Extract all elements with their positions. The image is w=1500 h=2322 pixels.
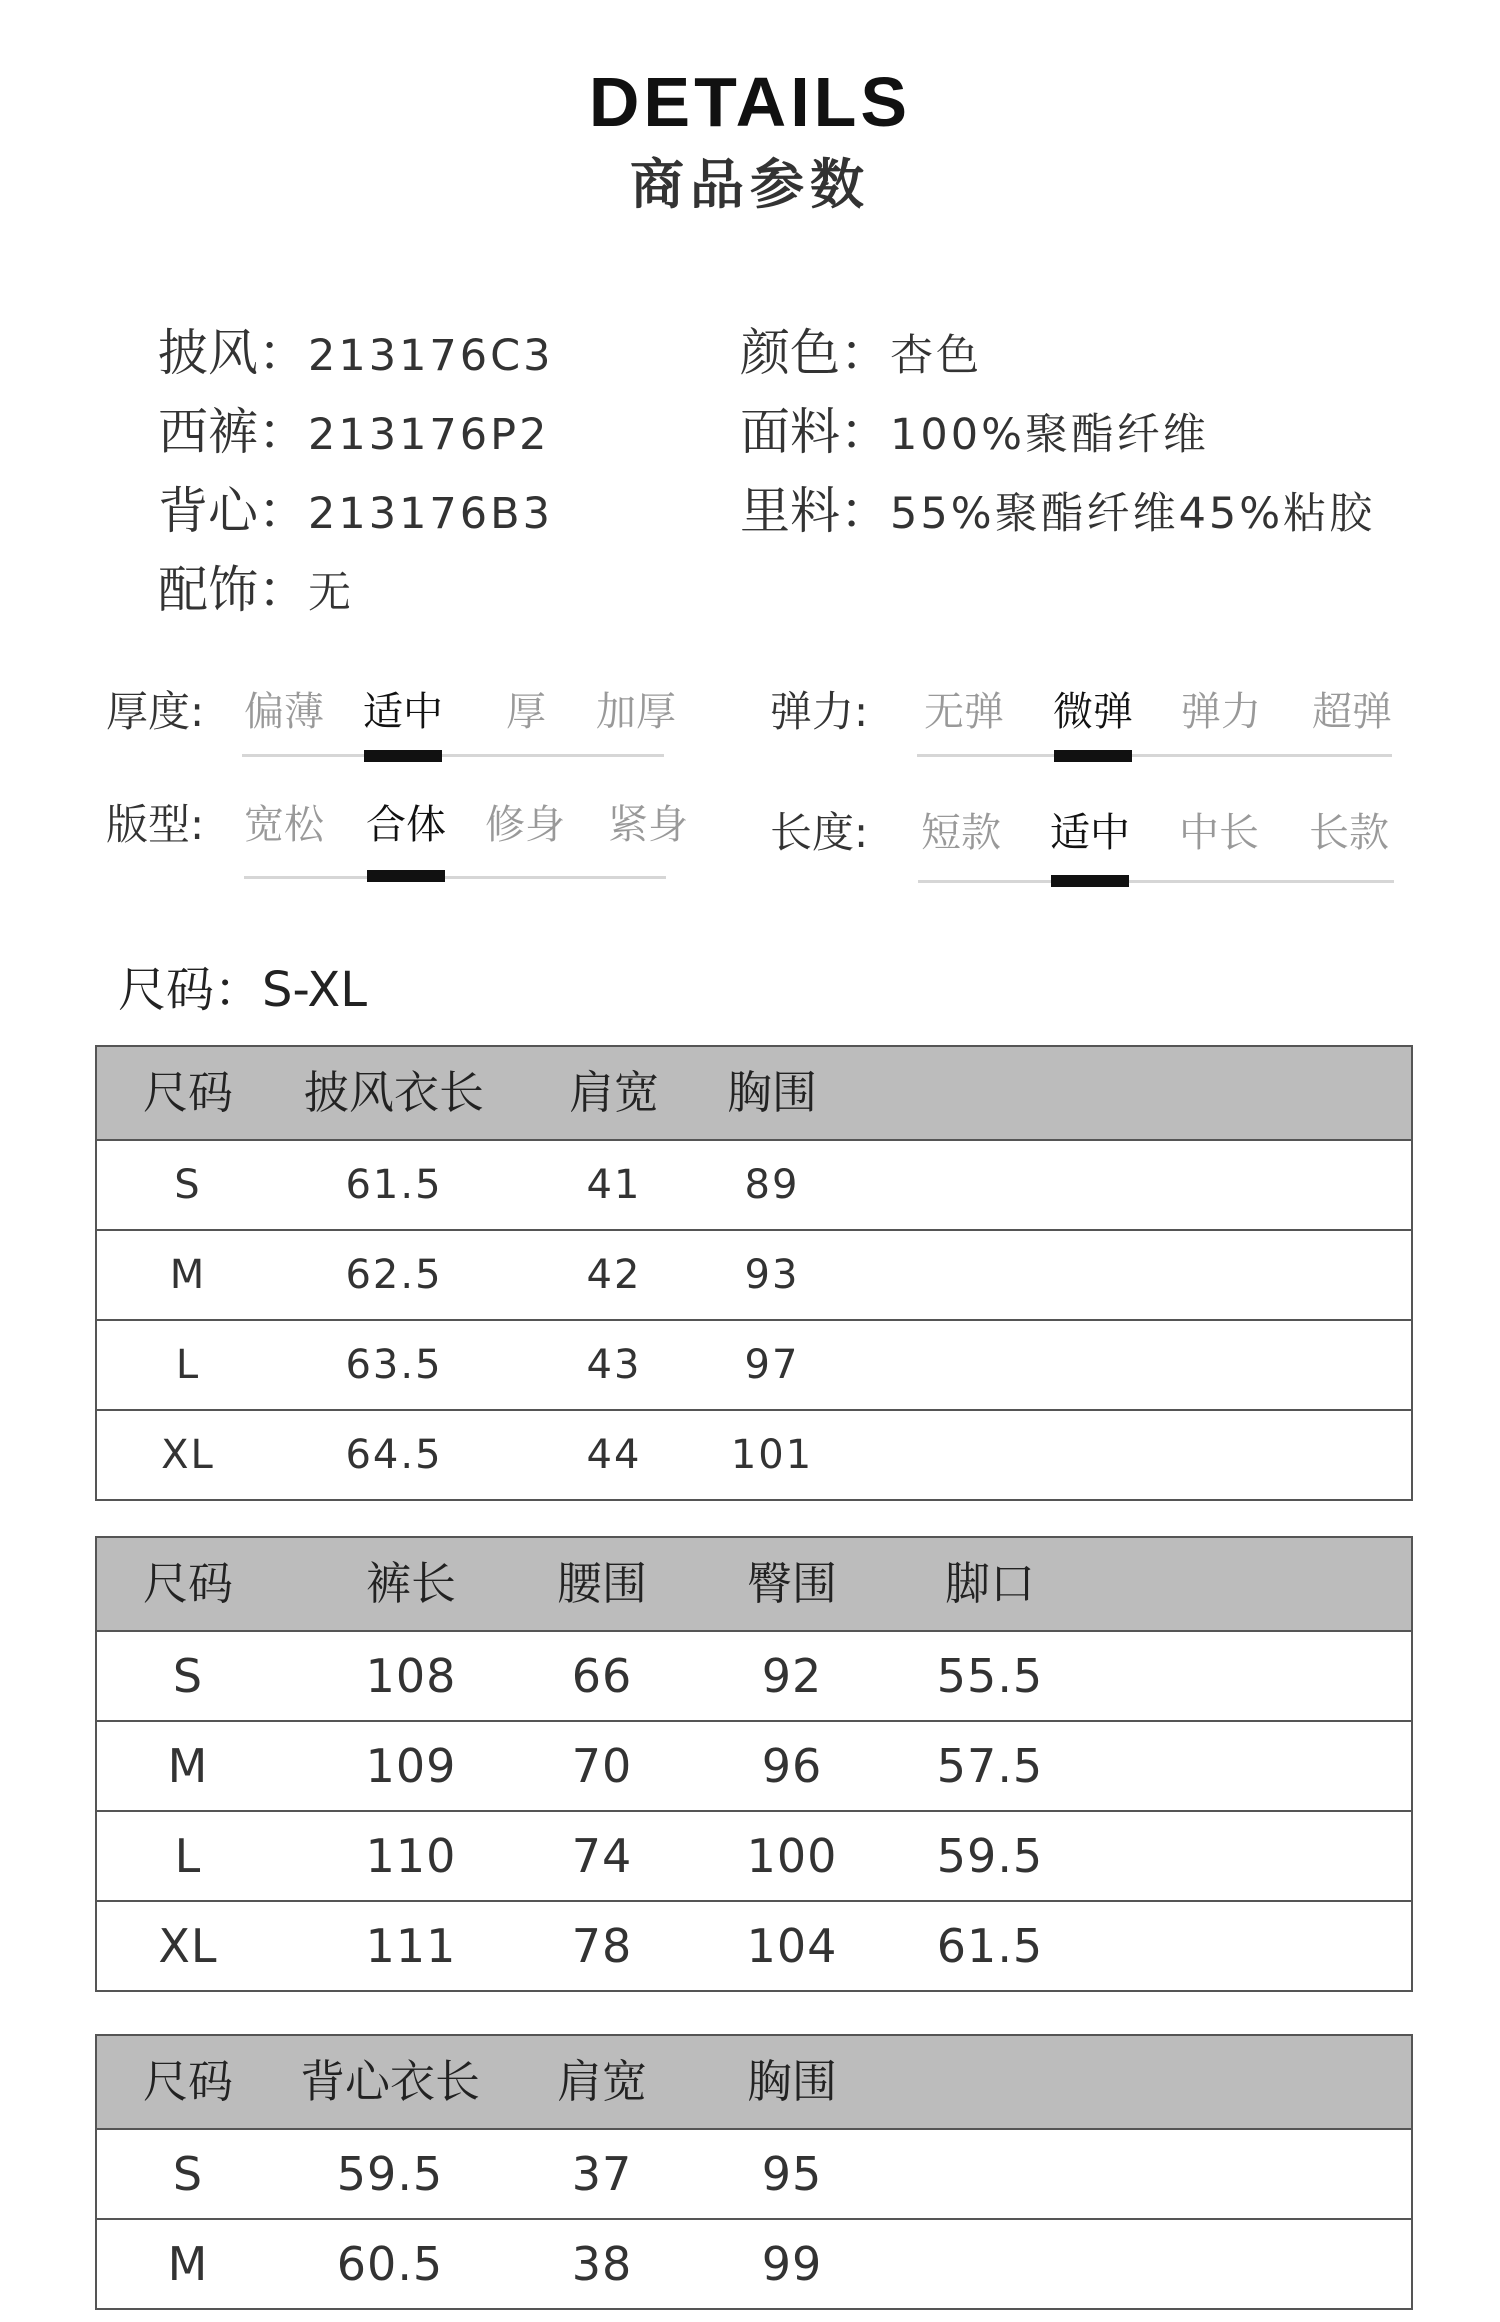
table-cell: S xyxy=(172,2147,204,2201)
table-cell: S xyxy=(174,1162,202,1208)
column-header: 肩宽 xyxy=(556,2055,647,2108)
table-cell: S xyxy=(172,1649,204,1703)
table-cell: M xyxy=(167,2237,209,2291)
table-cell: 61.5 xyxy=(936,1919,1044,1973)
table-row xyxy=(97,1141,1411,1231)
size-range-label: 尺码：S-XL xyxy=(118,962,368,1018)
table-cell: 63.5 xyxy=(345,1342,443,1388)
scale-option: 厚 xyxy=(506,689,546,735)
column-header: 胸围 xyxy=(746,2055,837,2108)
table-cell: XL xyxy=(161,1432,215,1478)
table-cell: 44 xyxy=(586,1432,642,1478)
info-value: 杏色 xyxy=(890,331,982,381)
scale-track xyxy=(244,876,666,879)
info-item-cape xyxy=(158,318,554,388)
table-cell: 42 xyxy=(586,1252,642,1298)
scale-track xyxy=(917,754,1392,757)
table-header xyxy=(97,2036,1411,2130)
info-value: 55%聚酯纤维45%粘胶 xyxy=(890,489,1376,539)
table-cell: 38 xyxy=(571,2237,633,2291)
table-cell: 59.5 xyxy=(936,1829,1044,1883)
table-cell: 55.5 xyxy=(936,1649,1044,1703)
scale-option: 中长 xyxy=(1179,810,1259,856)
table-cell: 96 xyxy=(761,1739,823,1793)
info-item-vest xyxy=(158,476,553,546)
table-cell: 89 xyxy=(744,1162,800,1208)
scale-option: 短款 xyxy=(921,810,1001,856)
trousers-size-table xyxy=(95,1536,1413,1992)
info-label: 颜色： xyxy=(740,324,890,382)
attribute-label: 长度: xyxy=(770,808,869,857)
table-cell: 101 xyxy=(730,1432,814,1478)
table-cell: 37 xyxy=(571,2147,633,2201)
table-cell: L xyxy=(175,1342,201,1388)
table-cell: 62.5 xyxy=(345,1252,443,1298)
table-cell: 95 xyxy=(761,2147,823,2201)
table-header xyxy=(97,1538,1411,1632)
table-row xyxy=(97,1632,1411,1722)
table-cell: 61.5 xyxy=(345,1162,443,1208)
table-cell: 70 xyxy=(571,1739,633,1793)
scale-option: 修身 xyxy=(485,802,565,848)
table-row xyxy=(97,1321,1411,1411)
info-value: 213176B3 xyxy=(308,489,554,539)
info-item-color xyxy=(740,318,982,388)
table-cell: M xyxy=(169,1252,207,1298)
scale-option: 长款 xyxy=(1309,810,1389,856)
table-cell: 92 xyxy=(761,1649,823,1703)
table-header xyxy=(97,1047,1411,1141)
scale-option-selected: 适中 xyxy=(1050,810,1130,856)
column-header: 臀围 xyxy=(746,1557,837,1610)
table-cell: 100 xyxy=(746,1829,838,1883)
table-cell: M xyxy=(167,1739,209,1793)
scale-option: 偏薄 xyxy=(244,689,324,735)
table-cell: 64.5 xyxy=(345,1432,443,1478)
vest-size-table xyxy=(95,2034,1413,2310)
attribute-label: 弹力: xyxy=(770,687,869,736)
table-row xyxy=(97,1722,1411,1812)
table-cell: XL xyxy=(158,1919,218,1973)
scale-track xyxy=(242,754,664,757)
scale-selected-marker xyxy=(364,750,442,762)
table-row xyxy=(97,1812,1411,1902)
table-cell: 93 xyxy=(744,1252,800,1298)
table-cell: 108 xyxy=(365,1649,457,1703)
column-header: 裤长 xyxy=(365,1557,456,1610)
column-header: 尺码 xyxy=(142,2055,233,2108)
table-row xyxy=(97,1231,1411,1321)
table-cell: 66 xyxy=(571,1649,633,1703)
info-label: 披风： xyxy=(158,324,308,382)
attribute-label: 版型: xyxy=(106,800,205,849)
info-item-trousers xyxy=(158,397,549,467)
table-cell: 104 xyxy=(746,1919,838,1973)
info-value: 213176P2 xyxy=(308,410,550,460)
cape-size-table xyxy=(95,1045,1413,1501)
info-item-fabric xyxy=(740,397,1209,467)
scale-selected-marker xyxy=(1051,875,1129,887)
scale-selected-marker xyxy=(1054,750,1132,762)
table-cell: 109 xyxy=(365,1739,457,1793)
table-cell: 111 xyxy=(365,1919,457,1973)
table-cell: L xyxy=(174,1829,202,1883)
column-header: 背心衣长 xyxy=(299,2055,480,2108)
info-value: 213176C3 xyxy=(308,331,554,381)
scale-option: 超弹 xyxy=(1312,689,1392,735)
column-header: 胸围 xyxy=(726,1066,817,1119)
page-title-en: DETAILS xyxy=(588,63,912,141)
table-row xyxy=(97,1411,1411,1499)
info-label: 西裤： xyxy=(158,403,308,461)
scale-option: 宽松 xyxy=(244,802,324,848)
info-label: 背心： xyxy=(158,482,308,540)
info-label: 面料： xyxy=(740,403,890,461)
info-label: 里料： xyxy=(740,482,890,540)
table-cell: 110 xyxy=(365,1829,457,1883)
info-label: 配饰： xyxy=(158,561,308,619)
column-header: 披风衣长 xyxy=(303,1066,484,1119)
table-cell: 60.5 xyxy=(336,2237,444,2291)
column-header: 尺码 xyxy=(142,1557,233,1610)
scale-option-selected: 适中 xyxy=(363,689,443,735)
info-item-lining xyxy=(740,476,1375,546)
column-header: 腰围 xyxy=(556,1557,647,1610)
table-cell: 78 xyxy=(571,1919,633,1973)
scale-option: 弹力 xyxy=(1181,689,1261,735)
table-row xyxy=(97,2220,1411,2308)
attribute-label: 厚度: xyxy=(106,687,205,736)
page-title-cn: 商品参数 xyxy=(630,153,870,216)
table-cell: 43 xyxy=(586,1342,642,1388)
scale-option: 加厚 xyxy=(596,689,676,735)
table-cell: 97 xyxy=(744,1342,800,1388)
column-header: 脚口 xyxy=(944,1557,1035,1610)
table-cell: 59.5 xyxy=(336,2147,444,2201)
table-cell: 41 xyxy=(586,1162,642,1208)
column-header: 尺码 xyxy=(142,1066,233,1119)
table-row xyxy=(97,2130,1411,2220)
table-cell: 57.5 xyxy=(936,1739,1044,1793)
scale-option: 无弹 xyxy=(924,689,1004,735)
scale-selected-marker xyxy=(367,870,445,882)
scale-option: 紧身 xyxy=(608,802,688,848)
info-value: 100%聚酯纤维 xyxy=(890,410,1209,460)
column-header: 肩宽 xyxy=(568,1066,659,1119)
info-item-accessory xyxy=(158,555,354,625)
table-cell: 99 xyxy=(761,2237,823,2291)
info-value: 无 xyxy=(308,568,354,618)
scale-track xyxy=(918,880,1394,883)
scale-option-selected: 微弹 xyxy=(1053,689,1133,735)
scale-option-selected: 合体 xyxy=(366,802,446,848)
table-row xyxy=(97,1902,1411,1990)
table-cell: 74 xyxy=(571,1829,633,1883)
